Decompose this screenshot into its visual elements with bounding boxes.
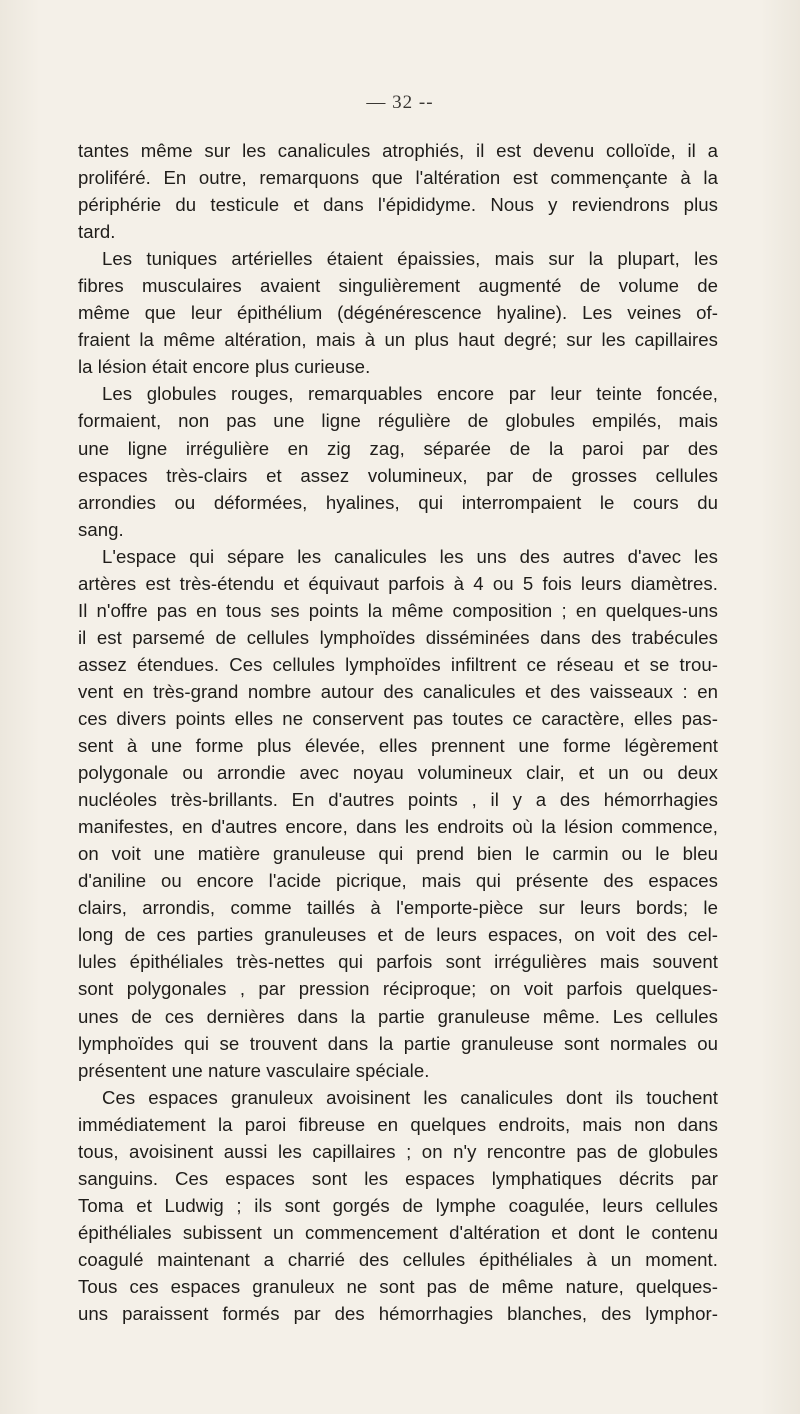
text-line: espaces très-clairs et assez volumineux, par de grosses cellules (78, 464, 718, 486)
text-line: une ligne irrégulière en zig zag, séparée de la paroi par des (78, 437, 718, 459)
text-line: fraient la même altération, mais à un plus haut degré; sur les capillaires (78, 329, 718, 351)
text-line: tard. (78, 221, 116, 243)
text-line: sent à une forme plus élevée, elles prennent une forme légèrement (78, 735, 718, 757)
text-line: même que leur épithélium (dégénérescence hyaline). Les veines of- (78, 302, 718, 324)
text-line: Les tuniques artérielles étaient épaissies, mais sur la plupart, les (102, 248, 718, 270)
text-line: sang. (78, 518, 124, 540)
text-line: fibres musculaires avaient singulièrement augmenté de volume de (78, 275, 718, 297)
text-line: long de ces parties granuleuses et de leurs espaces, on voit des cel- (78, 924, 718, 946)
text-line: proliféré. En outre, remarquons que l'altération est commençante à la (78, 167, 718, 189)
text-line: unes de ces dernières dans la partie granuleuse même. Les cellules (78, 1005, 718, 1027)
text-line: artères est très-étendu et équivaut parfois à 4 ou 5 fois leurs diamètres. (78, 572, 718, 594)
text-line: on voit une matière granuleuse qui prend bien le carmin ou le bleu (78, 843, 718, 865)
text-line: sont polygonales , par pression réciproque; on voit parfois quelques- (78, 978, 718, 1000)
text-line: arrondies ou déformées, hyalines, qui interrompaient le cours du (78, 491, 718, 513)
text-line: L'espace qui sépare les canalicules les uns des autres d'avec les (102, 545, 718, 567)
body-text (78, 137, 718, 1327)
text-line: coagulé maintenant a charrié des cellules épithéliales à un moment. (78, 1248, 718, 1270)
text-line: formaient, non pas une ligne régulière de globules empilés, mais (78, 410, 718, 432)
text-line: ces divers points elles ne conservent pas toutes ce caractère, elles pas- (78, 707, 718, 729)
page-number: — 32 -- (366, 92, 434, 113)
text-line: présentent une nature vasculaire spéciale. (78, 1059, 430, 1081)
text-line: Ces espaces granuleux avoisinent les canalicules dont ils touchent (102, 1086, 718, 1108)
text-line: épithéliales subissent un commencement d'altération et dont le contenu (78, 1221, 718, 1243)
text-line: il est parsemé de cellules lymphoïdes disséminées dans des trabécules (78, 626, 718, 648)
text-line: uns paraissent formés par des hémorrhagies blanches, des lymphor- (78, 1303, 718, 1325)
text-line: la lésion était encore plus curieuse. (78, 356, 371, 378)
text-line: tantes même sur les canalicules atrophiés, il est devenu colloïde, il a (78, 140, 718, 161)
text-line: Les globules rouges, remarquables encore par leur teinte foncée, (102, 383, 718, 405)
text-line: tous, avoisinent aussi les capillaires ; on n'y rencontre pas de globules (78, 1140, 718, 1162)
text-line: périphérie du testicule et dans l'épididyme. Nous y reviendrons plus (78, 194, 718, 216)
text-line: d'aniline ou encore l'acide picrique, mais qui présente des espaces (78, 870, 718, 892)
text-line: vent en très-grand nombre autour des canalicules et des vaisseaux : en (78, 680, 718, 702)
text-line: assez étendues. Ces cellules lymphoïdes infiltrent ce réseau et se trou- (78, 653, 718, 675)
text-line: polygonale ou arrondie avec noyau volumineux clair, et un ou deux (78, 762, 718, 784)
text-line: immédiatement la paroi fibreuse en quelques endroits, mais non dans (78, 1113, 718, 1135)
text-line: clairs, arrondis, comme taillés à l'emporte-pièce sur leurs bords; le (78, 897, 718, 919)
text-line: Tous ces espaces granuleux ne sont pas de même nature, quelques- (78, 1275, 718, 1297)
text-line: sanguins. Ces espaces sont les espaces lymphatiques décrits par (78, 1167, 718, 1189)
text-line: lymphoïdes qui se trouvent dans la partie granuleuse sont normales ou (78, 1032, 718, 1054)
text-line: nucléoles très-brillants. En d'autres points , il y a des hémorrhagies (78, 789, 718, 811)
text-line: Toma et Ludwig ; ils sont gorgés de lymphe coagulée, leurs cellules (78, 1194, 718, 1216)
text-line: Il n'offre pas en tous ses points la même composition ; en quelques-uns (78, 599, 718, 621)
text-line: lules épithéliales très-nettes qui parfois sont irrégulières mais souvent (78, 951, 718, 973)
text-line: manifestes, en d'autres encore, dans les endroits où la lésion commence, (78, 816, 718, 838)
